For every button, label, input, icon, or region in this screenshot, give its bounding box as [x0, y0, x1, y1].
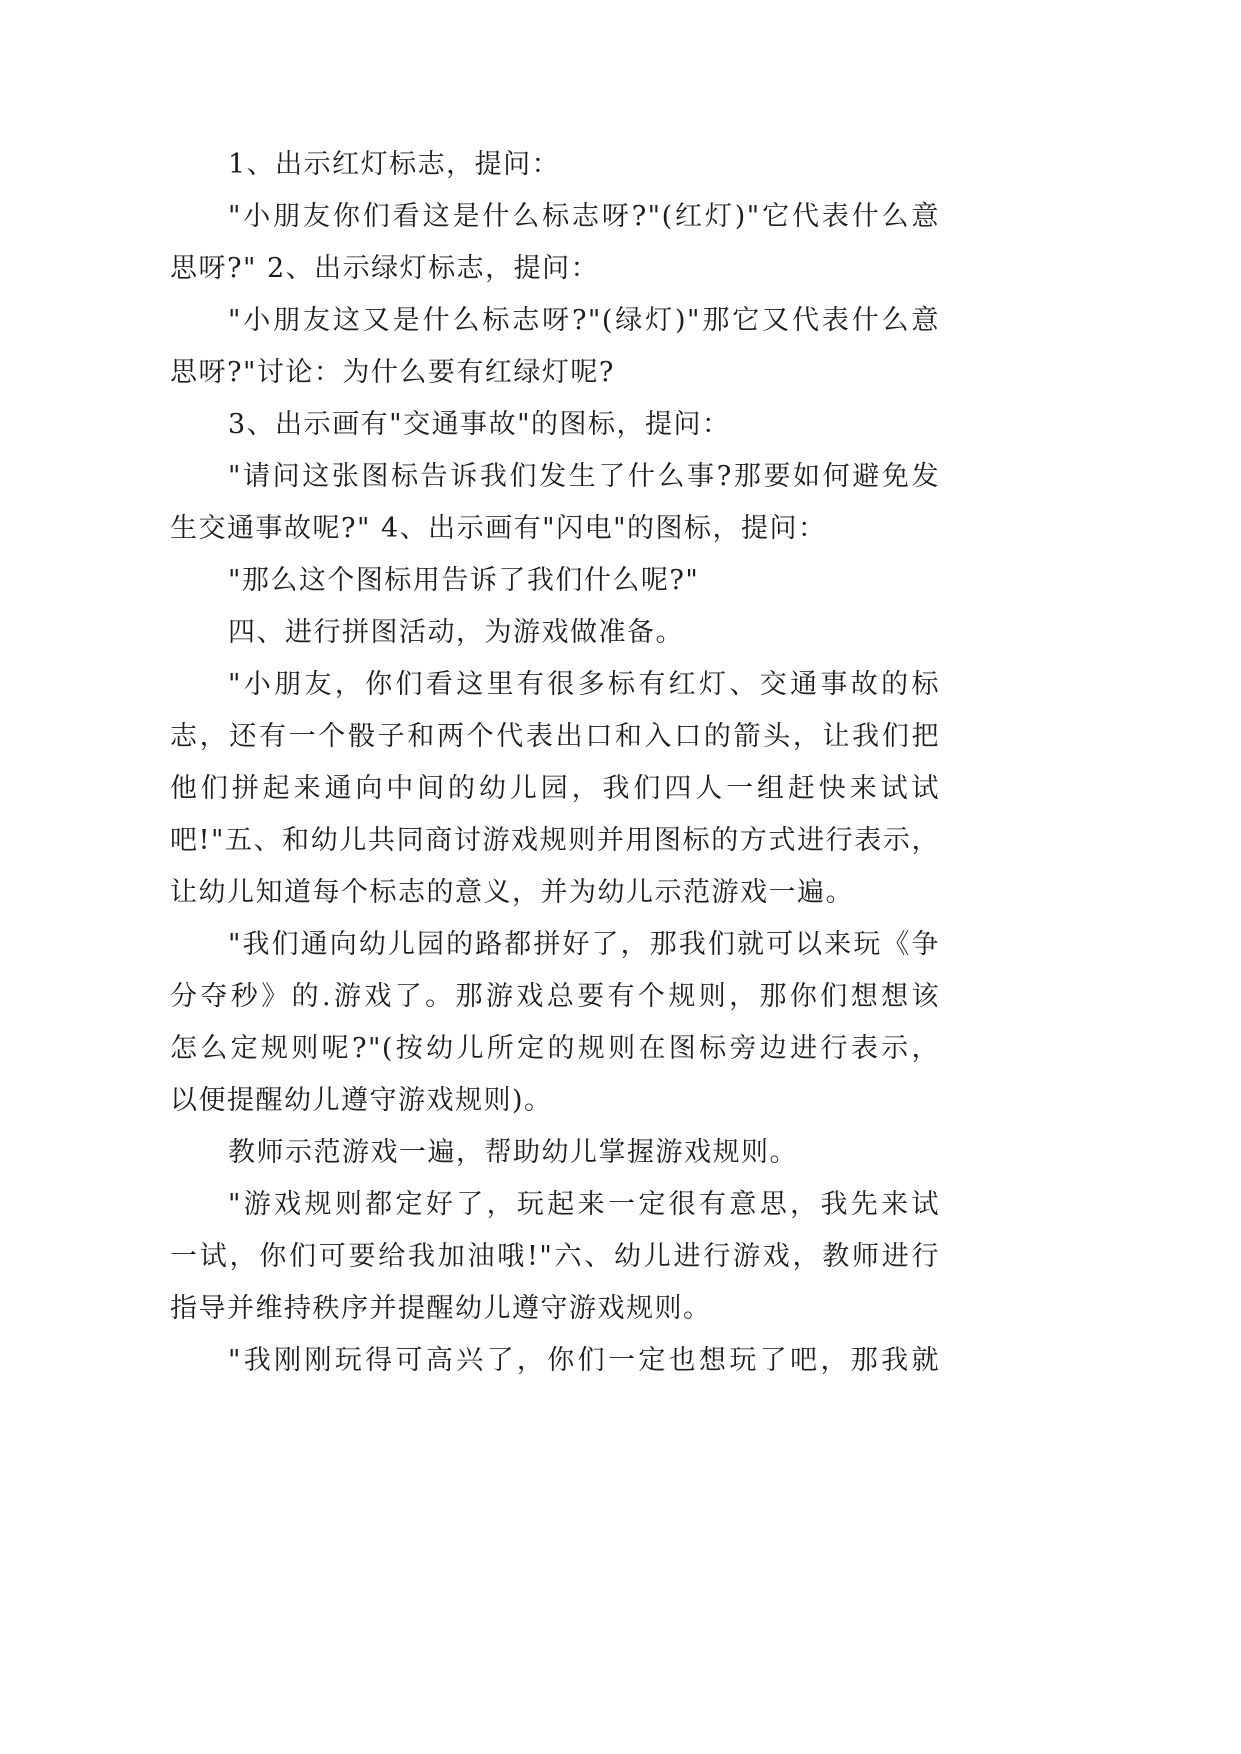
text-line: 怎么定规则呢?"(按幼儿所定的规则在图标旁边进行表示，	[170, 1033, 940, 1064]
paragraph	[170, 1127, 940, 1179]
paragraph	[170, 555, 940, 607]
paragraph	[170, 1335, 940, 1387]
text-line: "游戏规则都定好了，玩起来一定很有意思，我先来试	[228, 1189, 940, 1220]
text-line: 教师示范游戏一遍，帮助幼儿掌握游戏规则。	[228, 1137, 798, 1168]
paragraph	[170, 451, 940, 555]
text-line: "请问这张图标告诉我们发生了什么事?那要如何避免发	[228, 461, 940, 492]
text-line: "我刚刚玩得可高兴了，你们一定也想玩了吧，那我就	[228, 1345, 940, 1376]
text-line: 四、进行拼图活动，为游戏做准备。	[228, 617, 684, 648]
text-line: 一试，你们可要给我加油哦!"六、幼儿进行游戏，教师进行	[170, 1241, 940, 1272]
text-line: 分夺秒》的.游戏了。那游戏总要有个规则，那你们想想该	[170, 981, 940, 1012]
text-line: "小朋友这又是什么标志呀?"(绿灯)"那它又代表什么意	[228, 305, 940, 336]
text-line: "我们通向幼儿园的路都拼好了，那我们就可以来玩《争	[228, 929, 940, 960]
text-line: 3、出示画有"交通事故"的图标，提问：	[228, 409, 731, 440]
text-line: 吧!"五、和幼儿共同商讨游戏规则并用图标的方式进行表示，	[170, 825, 940, 856]
text-line: 生交通事故呢?" 4、出示画有"闪电"的图标，提问：	[170, 513, 827, 544]
document-body	[170, 139, 940, 1387]
text-line: 让幼儿知道每个标志的意义，并为幼儿示范游戏一遍。	[170, 877, 854, 908]
paragraph	[170, 659, 940, 919]
text-line: 思呀?"讨论：为什么要有红绿灯呢?	[170, 357, 615, 388]
text-line: "小朋友，你们看这里有很多标有红灯、交通事故的标	[228, 669, 940, 700]
paragraph	[170, 919, 940, 1127]
text-line: 志，还有一个骰子和两个代表出口和入口的箭头，让我们把	[170, 721, 940, 752]
text-line: 指导并维持秩序并提醒幼儿遵守游戏规则。	[170, 1293, 712, 1324]
paragraph	[170, 139, 940, 191]
text-line: "那么这个图标用告诉了我们什么呢?"	[228, 565, 700, 596]
text-line: 他们拼起来通向中间的幼儿园，我们四人一组赶快来试试	[170, 773, 940, 804]
paragraph	[170, 191, 940, 295]
text-line: 思呀?" 2、出示绿灯标志，提问：	[170, 253, 600, 284]
paragraph	[170, 295, 940, 399]
paragraph	[170, 399, 940, 451]
text-line: 以便提醒幼儿遵守游戏规则)。	[170, 1085, 553, 1116]
paragraph	[170, 1179, 940, 1335]
section-heading	[170, 607, 940, 659]
text-line: "小朋友你们看这是什么标志呀?"(红灯)"它代表什么意	[228, 201, 940, 232]
text-line: 1、出示红灯标志，提问：	[228, 149, 561, 180]
